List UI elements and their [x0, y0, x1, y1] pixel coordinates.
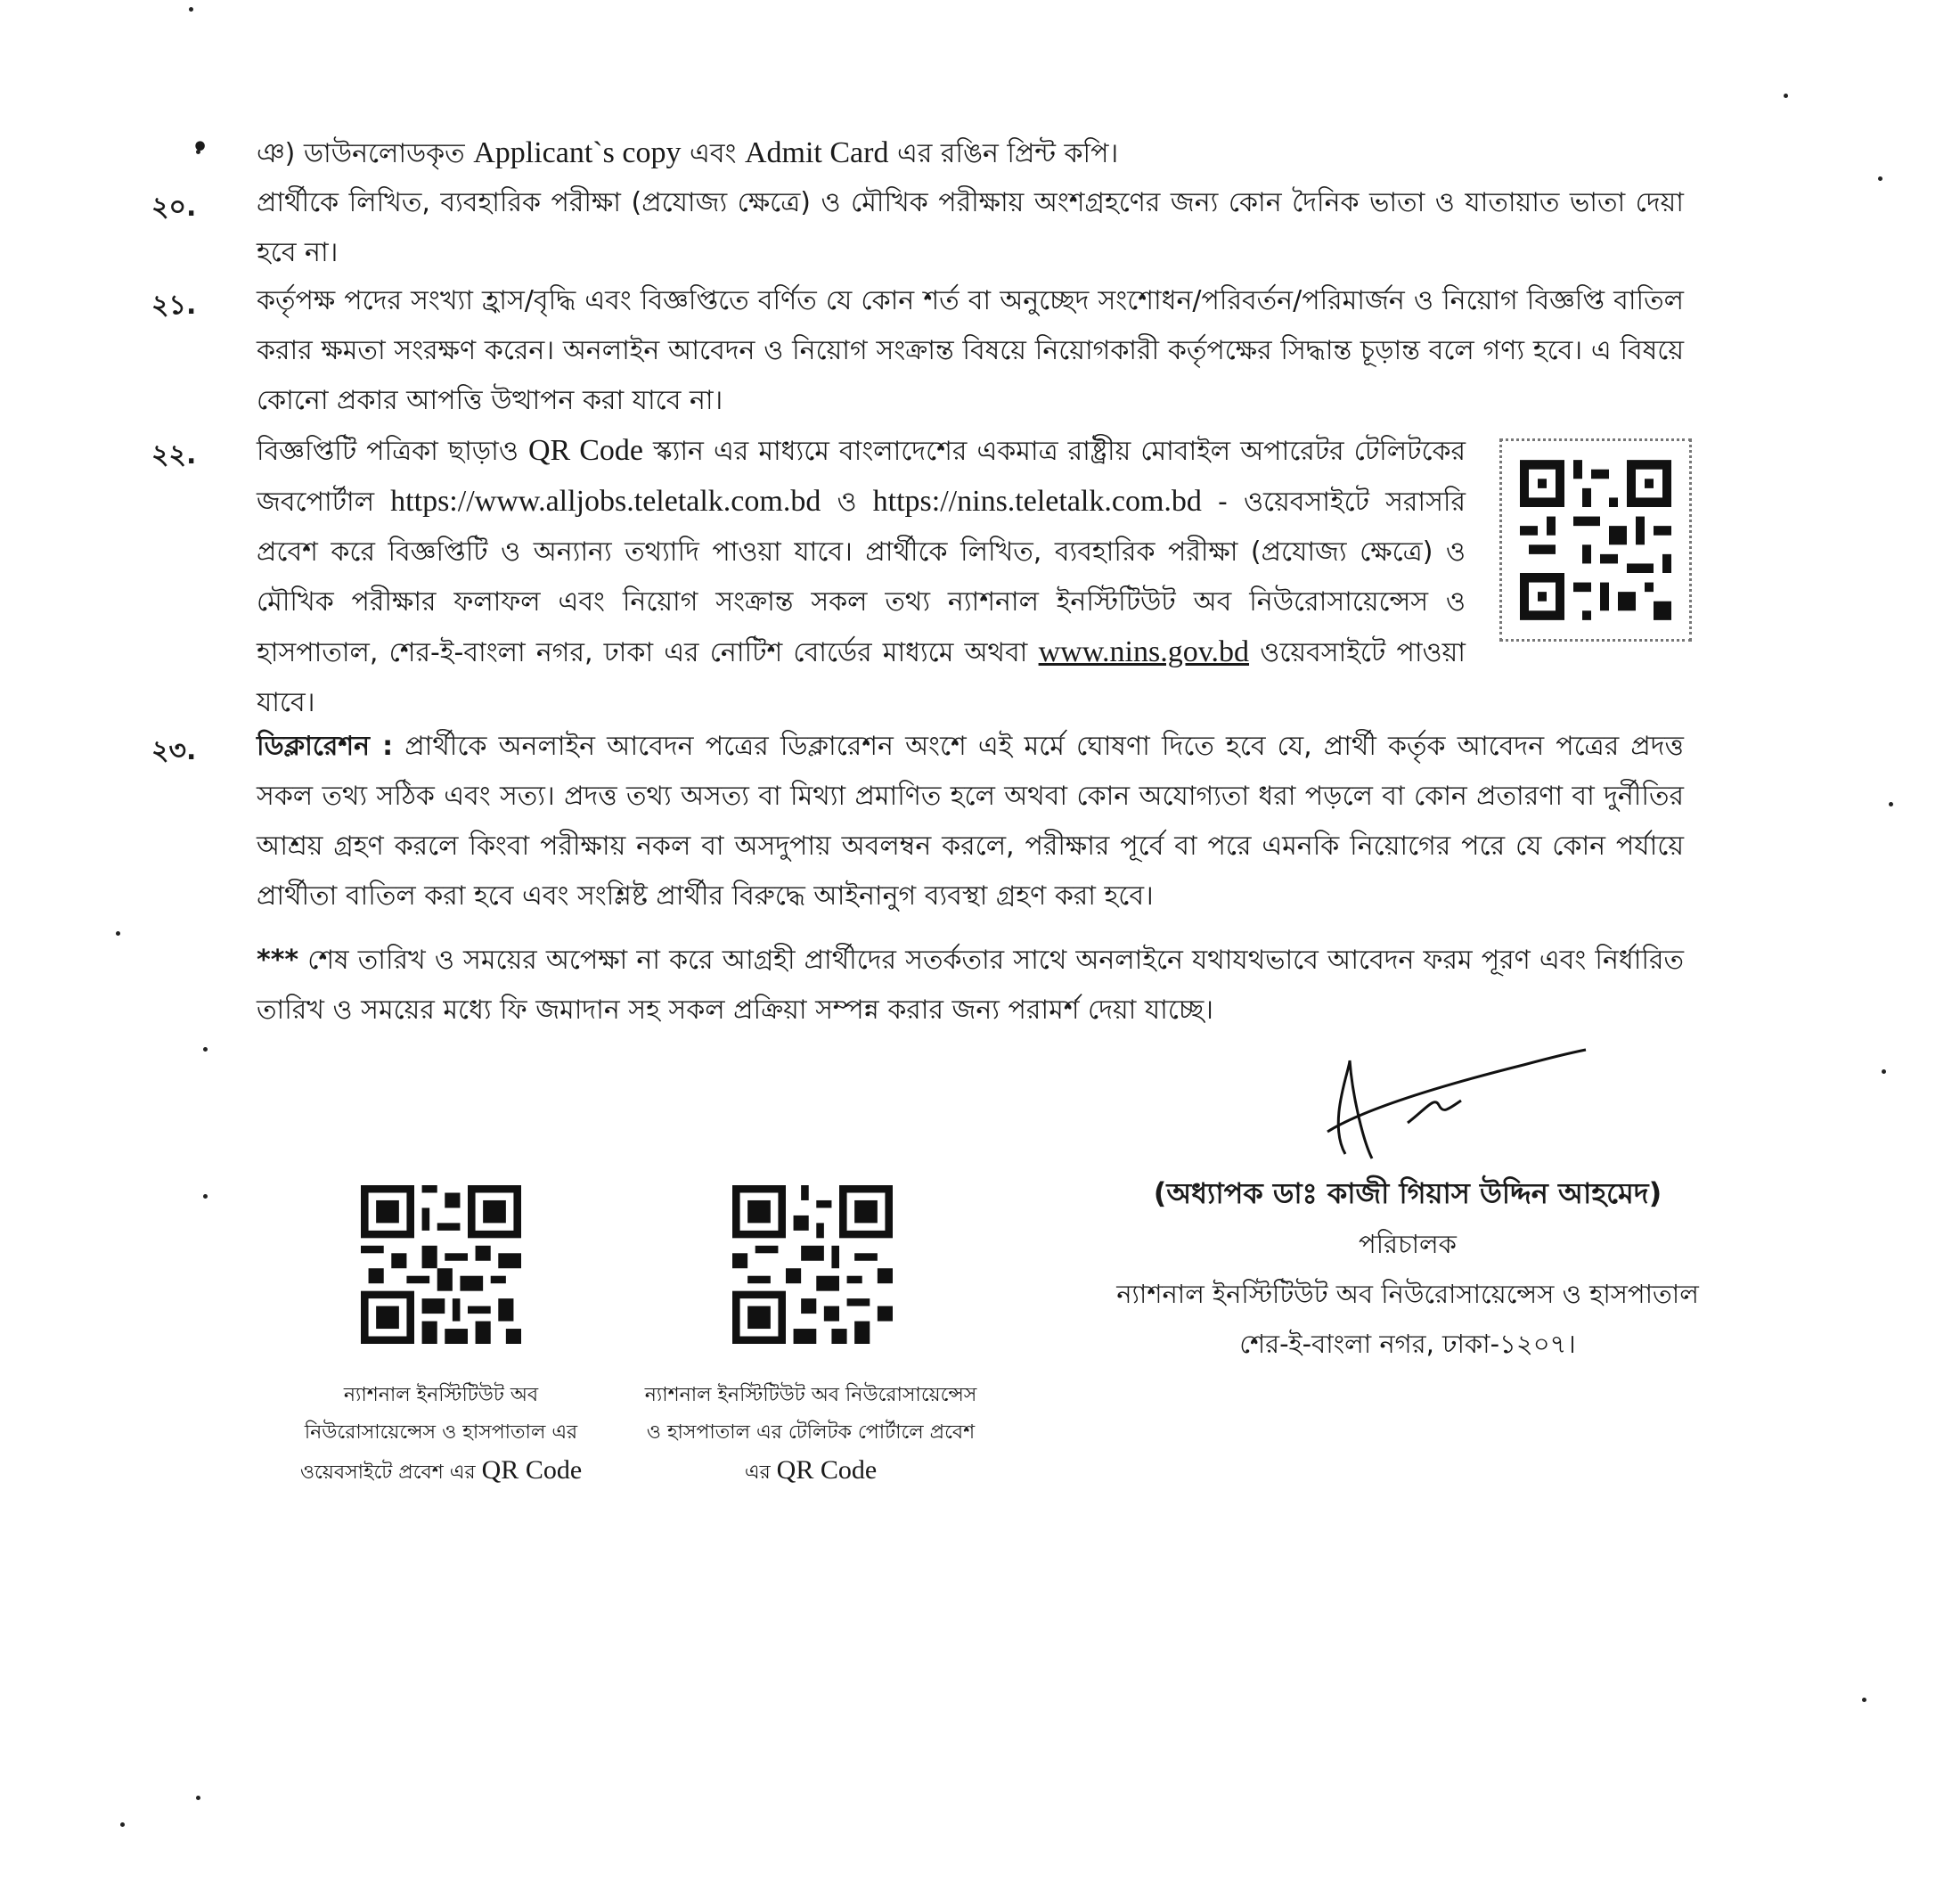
- scan-speck: [120, 1822, 125, 1827]
- caption-text-en: QR Code: [481, 1455, 583, 1485]
- scan-speck: [1882, 1069, 1886, 1074]
- caption-line: ন্যাশনাল ইনস্টিটিউট অব নিউরোসায়েন্সেস: [644, 1384, 977, 1406]
- caption-line: ও হাসপাতাল এর টেলিটক পোর্টালে প্রবেশ: [646, 1421, 976, 1444]
- teletalk-qr-code-image: [1499, 438, 1692, 642]
- item-text: এবং: [690, 138, 737, 169]
- item-20: [151, 178, 1684, 281]
- item-number: ২৩.: [151, 735, 197, 766]
- scan-speck: [203, 1047, 208, 1052]
- caption-line: ন্যাশনাল ইনস্টিটিউট অব: [343, 1384, 539, 1406]
- item-text: কর্তৃপক্ষ পদের সংখ্যা হ্রাস/বৃদ্ধি এবং বিজ্ঞপ্তিতে বর্ণিত যে কোন শর্ত বা অনুচ্ছেদ সংশোধন/পরিবর্তন/পরিমার্জন ও নিয়োগ বিজ্ঞপ্তি বাতিল করার ক্ষমতা সংরক্ষণ করেন। অনলাইন আবেদন ও নিয়োগ সংক্রান্ত বিষয়ে নিয়োগকারী কর্তৃপক্ষের সিদ্ধান্ত চূড়ান্ত বলে গণ্য হবে। এ বিষয়ে কোনো প্রকার আপত্তি উত্থাপন করা যাবে না।: [257, 285, 1684, 416]
- note-stars: ***: [257, 945, 299, 976]
- caption-text: ওয়েবসাইটে প্রবেশ এর: [299, 1461, 476, 1484]
- item-text: [257, 722, 1684, 921]
- scan-speck: [1889, 802, 1893, 806]
- caption-text: এর: [744, 1461, 771, 1484]
- item-text-en: QR Code: [528, 434, 643, 467]
- item-text-part: ওয়েবসাইটে পাওয়া যাবে।: [257, 637, 1466, 718]
- scan-speck: [203, 1194, 208, 1199]
- declaration-text: প্রার্থীকে অনলাইন আবেদন পত্রের ডিক্লারেশন অংশে এই মর্মে ঘোষণা দিতে হবে যে, প্রার্থী কর্তৃক আবেদন পত্রের প্রদত্ত সকল তথ্য সঠিক এবং সত্য। প্রদত্ত তথ্য অসত্য বা মিথ্যা প্রমাণিত হলে অথবা কোন অযোগ্যতা ধরা পড়লে বা কোন প্রতারণা বা দুর্নীতির আশ্রয় গ্রহণ করলে কিংবা পরীক্ষায় নকল বা অসদুপায় অবলম্বন করলে, পরীক্ষার পূর্বে বা পরে এমনকি নিয়োগের পরে যে কোন পর্যায়ে প্রার্থীতা বাতিল করা হবে এবং সংশ্লিষ্ট প্রার্থীর বিরুদ্ধে আইনানুগ ব্যবস্থা গ্রহণ করা হবে।: [257, 731, 1684, 912]
- signature-block: [1078, 1167, 1737, 1369]
- caption-text-en: QR Code: [776, 1455, 878, 1485]
- item-text-part: বিজ্ঞপ্তিটি পত্রিকা ছাড়াও: [257, 436, 519, 467]
- signature-image: [1310, 1025, 1604, 1176]
- scan-speck: [1878, 176, 1882, 181]
- item-text-en: Applicant`s copy: [473, 136, 682, 169]
- scan-speck: [116, 931, 120, 936]
- caption-line: নিউরোসায়েন্সেস ও হাসপাতাল এর: [304, 1421, 578, 1444]
- signatory-name: (অধ্যাপক ডাঃ কাজী গিয়াস উদ্দিন আহমেদ): [1153, 1176, 1662, 1210]
- scan-speck: [189, 7, 193, 12]
- item-21: [151, 276, 1684, 428]
- item-label: ঞ): [257, 138, 296, 169]
- scan-speck: [1862, 1698, 1866, 1702]
- item-download-copy: [151, 132, 1684, 176]
- item-text-part: ও: [837, 487, 857, 518]
- qr-code-icon: [732, 1185, 893, 1344]
- item-text: ডাউনলোডকৃত: [303, 138, 465, 169]
- item-text: [257, 426, 1466, 728]
- signatory-institute: ন্যাশনাল ইনস্টিটিউট অব নিউরোসায়েন্সেস ও হাসপাতাল: [1116, 1279, 1699, 1309]
- item-text-part: - ওয়েবসাইটে সরাসরি প্রবেশ করে বিজ্ঞপ্তিটি ও অন্যান্য তথ্যাদি পাওয়া যাবে। প্রার্থীকে লিখিত, ব্যবহারিক পরীক্ষা (প্রযোজ্য ক্ষেত্রে) ও মৌখিক পরীক্ষার ফলাফল এবং নিয়োগ সংক্রান্ত সকল তথ্য ন্যাশনাল ইনস্টিটিউট অব নিউরোসায়েন্সেস ও হাসপাতাল, শের-ই-বাংলা নগর, ঢাকা এর নোটিশ বোর্ডের মাধ্যমে অথবা: [257, 487, 1466, 668]
- caption-line: [267, 1452, 615, 1492]
- note-text: [257, 936, 1684, 1036]
- note-body: শেষ তারিখ ও সময়ের অপেক্ষা না করে আগ্রহী প্রার্থীদের সতর্কতার সাথে অনলাইনে যথাযথভাবে আবেদন ফরম পূরণ এবং নির্ধারিত তারিখ ও সময়ের মধ্যে ফি জমাদান সহ সকল প্রক্রিয়া সম্পন্ন করার জন্য পরামর্শ দেয়া যাচ্ছে।: [257, 945, 1684, 1026]
- nins-gov-url-link[interactable]: www.nins.gov.bd: [1038, 635, 1250, 668]
- bullet-dot: •: [192, 132, 209, 163]
- website-qr-caption: [267, 1377, 615, 1492]
- item-number: ২০.: [151, 192, 197, 223]
- teletalk-portal-qr-caption: [624, 1377, 998, 1492]
- item-text-en: Admit Card: [744, 136, 889, 169]
- alljobs-url-link[interactable]: https://www.alljobs.teletalk.com.bd: [390, 485, 821, 518]
- scan-speck: [1784, 94, 1788, 98]
- teletalk-portal-qr-code-image: [732, 1185, 893, 1344]
- item-number: ২১.: [151, 290, 197, 321]
- qr-code-icon: [361, 1185, 521, 1344]
- item-text-part: স্ক্যান এর মাধ্যমে বাংলাদেশের একমাত্র রাষ্ট্রীয় মোবাইল অপারেটর টেলিটকের জবপোর্টাল: [257, 436, 1466, 518]
- qr-code-icon: [1502, 441, 1689, 639]
- scan-speck: [196, 1796, 200, 1800]
- nins-teletalk-url-link[interactable]: https://nins.teletalk.com.bd: [872, 485, 1202, 518]
- signatory-designation: পরিচালক: [1359, 1229, 1457, 1259]
- caption-line: [624, 1452, 998, 1492]
- item-number: ২২.: [151, 439, 197, 471]
- item-text: এর রঙিন প্রিন্ট কপি।: [897, 138, 1119, 169]
- item-text: প্রার্থীকে লিখিত, ব্যবহারিক পরীক্ষা (প্রযোজ্য ক্ষেত্রে) ও মৌখিক পরীক্ষায় অংশগ্রহণের জন্য কোন দৈনিক ভাতা ও যাতায়াত ভাতা দেয়া হবে না।: [257, 187, 1684, 268]
- item-22: [151, 426, 1684, 729]
- signatory-address: শের-ই-বাংলা নগর, ঢাকা-১২০৭।: [1239, 1329, 1576, 1359]
- item-23: [151, 722, 1684, 927]
- advisory-note: [151, 936, 1684, 1038]
- website-qr-code-image: [361, 1185, 521, 1344]
- declaration-heading: ডিক্লারেশন :: [257, 731, 394, 762]
